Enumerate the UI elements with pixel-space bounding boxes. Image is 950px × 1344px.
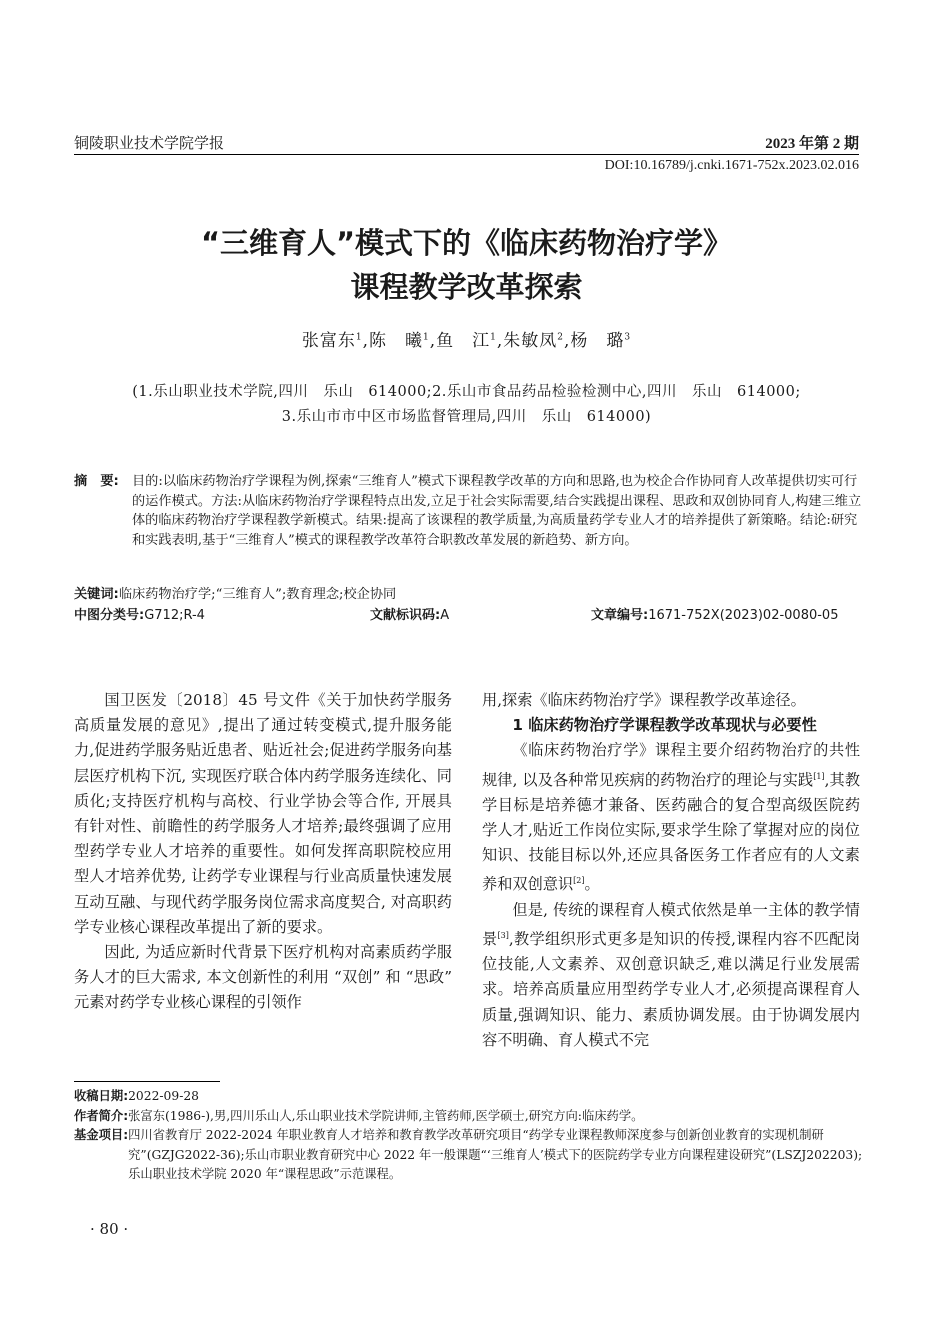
author-sup: 1 (422, 332, 430, 343)
abstract-text: 目的:以临床药物治疗学课程为例,探索“三维育人”模式下课程教学改革的方向和思路,也为校企合作协同育人改革提供切实可行的运作模式。方法:从临床药物治疗学课程特点出发,立足于社会实际需要,结合实践提出课程、思政和双创协同育人,构建三维立体的临床药物治疗学课程教学新模式。结果:提高了该课程的教学质量,为高质量药学专业人才的培养提供了新策略。结论:研究和实践表明,基于“三维育人”模式的课程教学改革符合职教改革发展的新趋势、新方向。 (132, 474, 862, 548)
header-rule (74, 154, 859, 155)
paragraph (482, 898, 860, 1053)
keywords-text: 临床药物治疗学;“三维育人”;教育理念;校企协同 (118, 587, 397, 602)
page-number: · 80 · (90, 1220, 129, 1238)
article-title (74, 221, 859, 309)
author-bio: 张富东(1986-),男,四川乐山人,乐山职业技术学院讲师,主管药师,医学硕士,研究方向:临床药学。 (128, 1108, 644, 1123)
text: 《临床药物治疗学》课程主要介绍药物治疗的共性规律, 以及各种常见疾病的药物治疗的理论与实践 (482, 741, 860, 789)
text: ,教学组织形式更多是知识的传授,课程内容不匹配岗位技能,人文素养、双创意识缺乏,难以满足行业发展需求。培养高质量应用型药学专业人才,必须提高课程育人质量,强调知识、能力、素质协调发展。由于协调发展内容不明确、育人模式不完 (482, 930, 861, 1049)
author-sup: 3 (624, 332, 632, 343)
keywords-label: 关键词: (74, 587, 119, 602)
body-left-column (74, 688, 452, 1016)
clc-value: G712;R-4 (144, 608, 205, 623)
text: 。 (584, 875, 600, 894)
article-number-value: 1671-752X(2023)02-0080-05 (648, 608, 839, 623)
fund-label: 基金项目: (74, 1128, 129, 1142)
received-label: 收稿日期: (74, 1089, 129, 1103)
citation: [2] (573, 876, 585, 886)
journal-name: 铜陵职业技术学院学报 (74, 134, 225, 152)
affiliation-line-1: (1.乐山职业技术学院,四川 乐山 614000;2.乐山市食品药品检验检测中心,四川 乐山 614000; (132, 384, 801, 400)
fund-text: 四川省教育厅 2022-2024 年职业教育人才培养和教育教学改革研究项目“药学专业课程教师深度参与创新创业教育的实现机制研究”(GZJG2022-36);乐山市职业教育研究中心 2022 年一般课题“‘三维育人’模式下的医院药学专业方向课程建设研究”(LSZJ202203);乐山职业技术学院 2020 年“课程思政”示范课程。 (128, 1128, 863, 1181)
author: 朱敏凤 (503, 331, 558, 351)
article-number-label: 文章编号: (591, 608, 649, 623)
citation: [1] (813, 771, 825, 781)
footnote-rule (74, 1081, 220, 1082)
author-list: 张富东$^1$,陈 曦$^1$,鱼 江$^1$,朱敏凤$^2$,杨 璐$^3$ (301, 331, 632, 351)
affiliations (74, 380, 859, 430)
author: 杨 璐 (570, 331, 625, 351)
paragraph: 国卫医发〔2018〕45 号文件《关于加快药学服务高质量发展的意见》,提出了通过转变模式,提升服务能力,促进药学服务贴近患者、贴近社会;促进药学服务向基层医疗机构下沉, 实现医疗联合体内药学服务连续化、同质化;支持医疗机构与高校、行业学协会等合作, 开展具有针对性、前瞻性的药学服务人才培养;最终强调了应用型药学专业人才培养的重要性。如何发挥高职院校应用型人才培养优势, 让药学专业课程与行业高质量快速发展互动互融、与现代药学服务岗位需求高度契合, 对高职药学专业核心课程改革提出了新的要求。 (74, 691, 452, 936)
footnotes (74, 1087, 874, 1185)
body-right-column (482, 688, 860, 1053)
title-line-1: “三维育人”模式下的《临床药物治疗学》 (200, 226, 733, 260)
received-date: 2022-09-28 (128, 1089, 200, 1103)
issue-number: 2023 年第 2 期 (765, 136, 859, 152)
section-heading: 1 临床药物治疗学课程教学改革现状与必要性 (512, 716, 817, 735)
abstract-label: 摘 要: (74, 474, 119, 489)
author-sup: 1 (355, 332, 363, 343)
paragraph: 用,探索《临床药物治疗学》课程教学改革途径。 (482, 691, 806, 709)
doc-code-value: A (440, 608, 450, 623)
author-sup: 1 (490, 332, 497, 343)
abstract (74, 472, 869, 550)
text: 但是, 传统的课程育人模式依然是单一主体的教学情景 (482, 900, 860, 949)
paragraph: 因此, 为适应新时代背景下医疗机构对高素质药学服务人才的巨大需求, 本文创新性的利用 “双创” 和 “思政” 元素对药学专业核心课程的引领作 (74, 943, 452, 1012)
author: 张富东 (301, 331, 356, 351)
doi: DOI:10.16789/j.cnki.1671-752x.2023.02.016 (604, 158, 859, 173)
doc-code-label: 文献标识码: (370, 608, 441, 623)
text: ,其教学目标是培养德才兼备、医药融合的复合型高级医院药学人才,贴近工作岗位实际,要求学生除了掌握对应的岗位知识、技能目标以外,还应具备医务工作者应有的人文素养和双创意识 (482, 770, 861, 894)
author: 陈 曦 (368, 331, 423, 351)
author: 鱼 江 (436, 331, 491, 351)
paragraph (482, 738, 860, 897)
author-sup: 2 (557, 332, 564, 343)
citation: [3] (497, 930, 509, 940)
affiliation-line-2: 3.乐山市市中区市场监督管理局,四川 乐山 614000) (281, 409, 652, 425)
author-bio-label: 作者简介: (74, 1108, 129, 1123)
title-line-2: 课程教学改革探索 (350, 270, 583, 304)
keywords (74, 583, 396, 602)
clc-label: 中图分类号: (74, 608, 145, 623)
